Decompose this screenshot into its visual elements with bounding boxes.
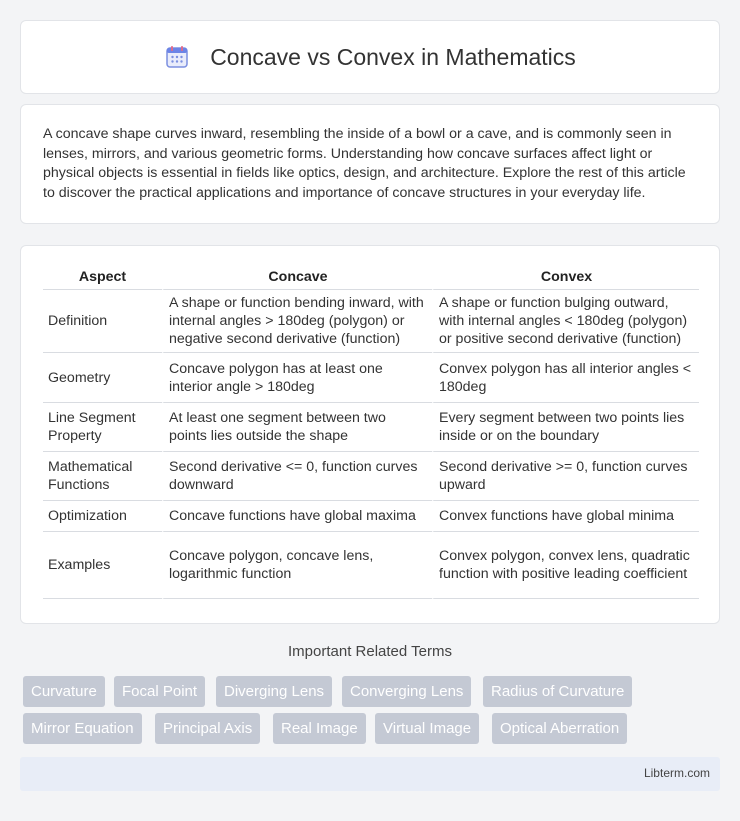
comparison-table	[43, 264, 699, 599]
tag-radius-of-curvature[interactable]: Radius of Curvature	[483, 676, 632, 707]
cell-convex: Second derivative >= 0, function curves upward	[432, 452, 699, 501]
header-convex: Convex	[432, 264, 699, 290]
cell-aspect: Examples	[43, 532, 162, 599]
tag-mirror-equation[interactable]: Mirror Equation	[23, 713, 142, 744]
cell-concave: A shape or function bending inward, with internal angles > 180deg (polygon) or negative second derivative (function)	[162, 290, 432, 353]
page-title: Concave vs Convex in Mathematics	[210, 43, 576, 70]
tag-real-image[interactable]: Real Image	[273, 713, 366, 744]
cell-aspect: Optimization	[43, 501, 162, 532]
title-card	[20, 20, 720, 94]
tag-virtual-image[interactable]: Virtual Image	[375, 713, 479, 744]
table-header-row	[43, 264, 699, 290]
footer	[20, 757, 720, 791]
cell-concave: Second derivative <= 0, function curves downward	[162, 452, 432, 501]
footer-site-link[interactable]: Libterm.com	[643, 766, 710, 780]
cell-aspect: Line Segment Property	[43, 403, 162, 452]
table-row	[43, 403, 699, 452]
cell-convex: Convex polygon has all interior angles < 180deg	[432, 353, 699, 403]
table-row	[43, 353, 699, 403]
cell-convex: Convex polygon, convex lens, quadratic function with positive leading coefficient	[432, 532, 699, 599]
tag-principal-axis[interactable]: Principal Axis	[155, 713, 260, 744]
header-aspect: Aspect	[43, 264, 162, 290]
table-row	[43, 501, 699, 532]
header-concave: Concave	[162, 264, 432, 290]
intro-text: A concave shape curves inward, resembling the inside of a bowl or a cave, and is commonly seen in lenses, mirrors, and various geometric forms. Understanding how concave surfaces affect light or physical objects is essential in fields like optics, design, and architecture. Explore the rest of this article to discover the practical applications and importance of concave structures in your everyday life.	[43, 126, 686, 201]
cell-convex: A shape or function bulging outward, with internal angles < 180deg (polygon) or positive second derivative (function)	[432, 290, 699, 353]
cell-concave: Concave polygon, concave lens, logarithmic function	[162, 532, 432, 599]
cell-concave: At least one segment between two points lies outside the shape	[162, 403, 432, 452]
tag-optical-aberration[interactable]: Optical Aberration	[492, 713, 627, 744]
calendar-icon	[164, 44, 190, 70]
cell-aspect: Definition	[43, 290, 162, 353]
tag-curvature[interactable]: Curvature	[23, 676, 105, 707]
tag-diverging-lens[interactable]: Diverging Lens	[216, 676, 332, 707]
cell-convex: Every segment between two points lies inside or on the boundary	[432, 403, 699, 452]
related-terms-title: Important Related Terms	[288, 643, 452, 660]
table-row	[43, 532, 699, 599]
comparison-table-card	[20, 245, 720, 624]
cell-aspect: Geometry	[43, 353, 162, 403]
intro-card	[20, 104, 720, 224]
cell-concave: Concave functions have global maxima	[162, 501, 432, 532]
cell-convex: Convex functions have global minima	[432, 501, 699, 532]
table-row	[43, 452, 699, 501]
cell-aspect: Mathematical Functions	[43, 452, 162, 501]
tag-focal-point[interactable]: Focal Point	[114, 676, 205, 707]
cell-concave: Concave polygon has at least one interior angle > 180deg	[162, 353, 432, 403]
tag-converging-lens[interactable]: Converging Lens	[342, 676, 471, 707]
table-row	[43, 290, 699, 353]
